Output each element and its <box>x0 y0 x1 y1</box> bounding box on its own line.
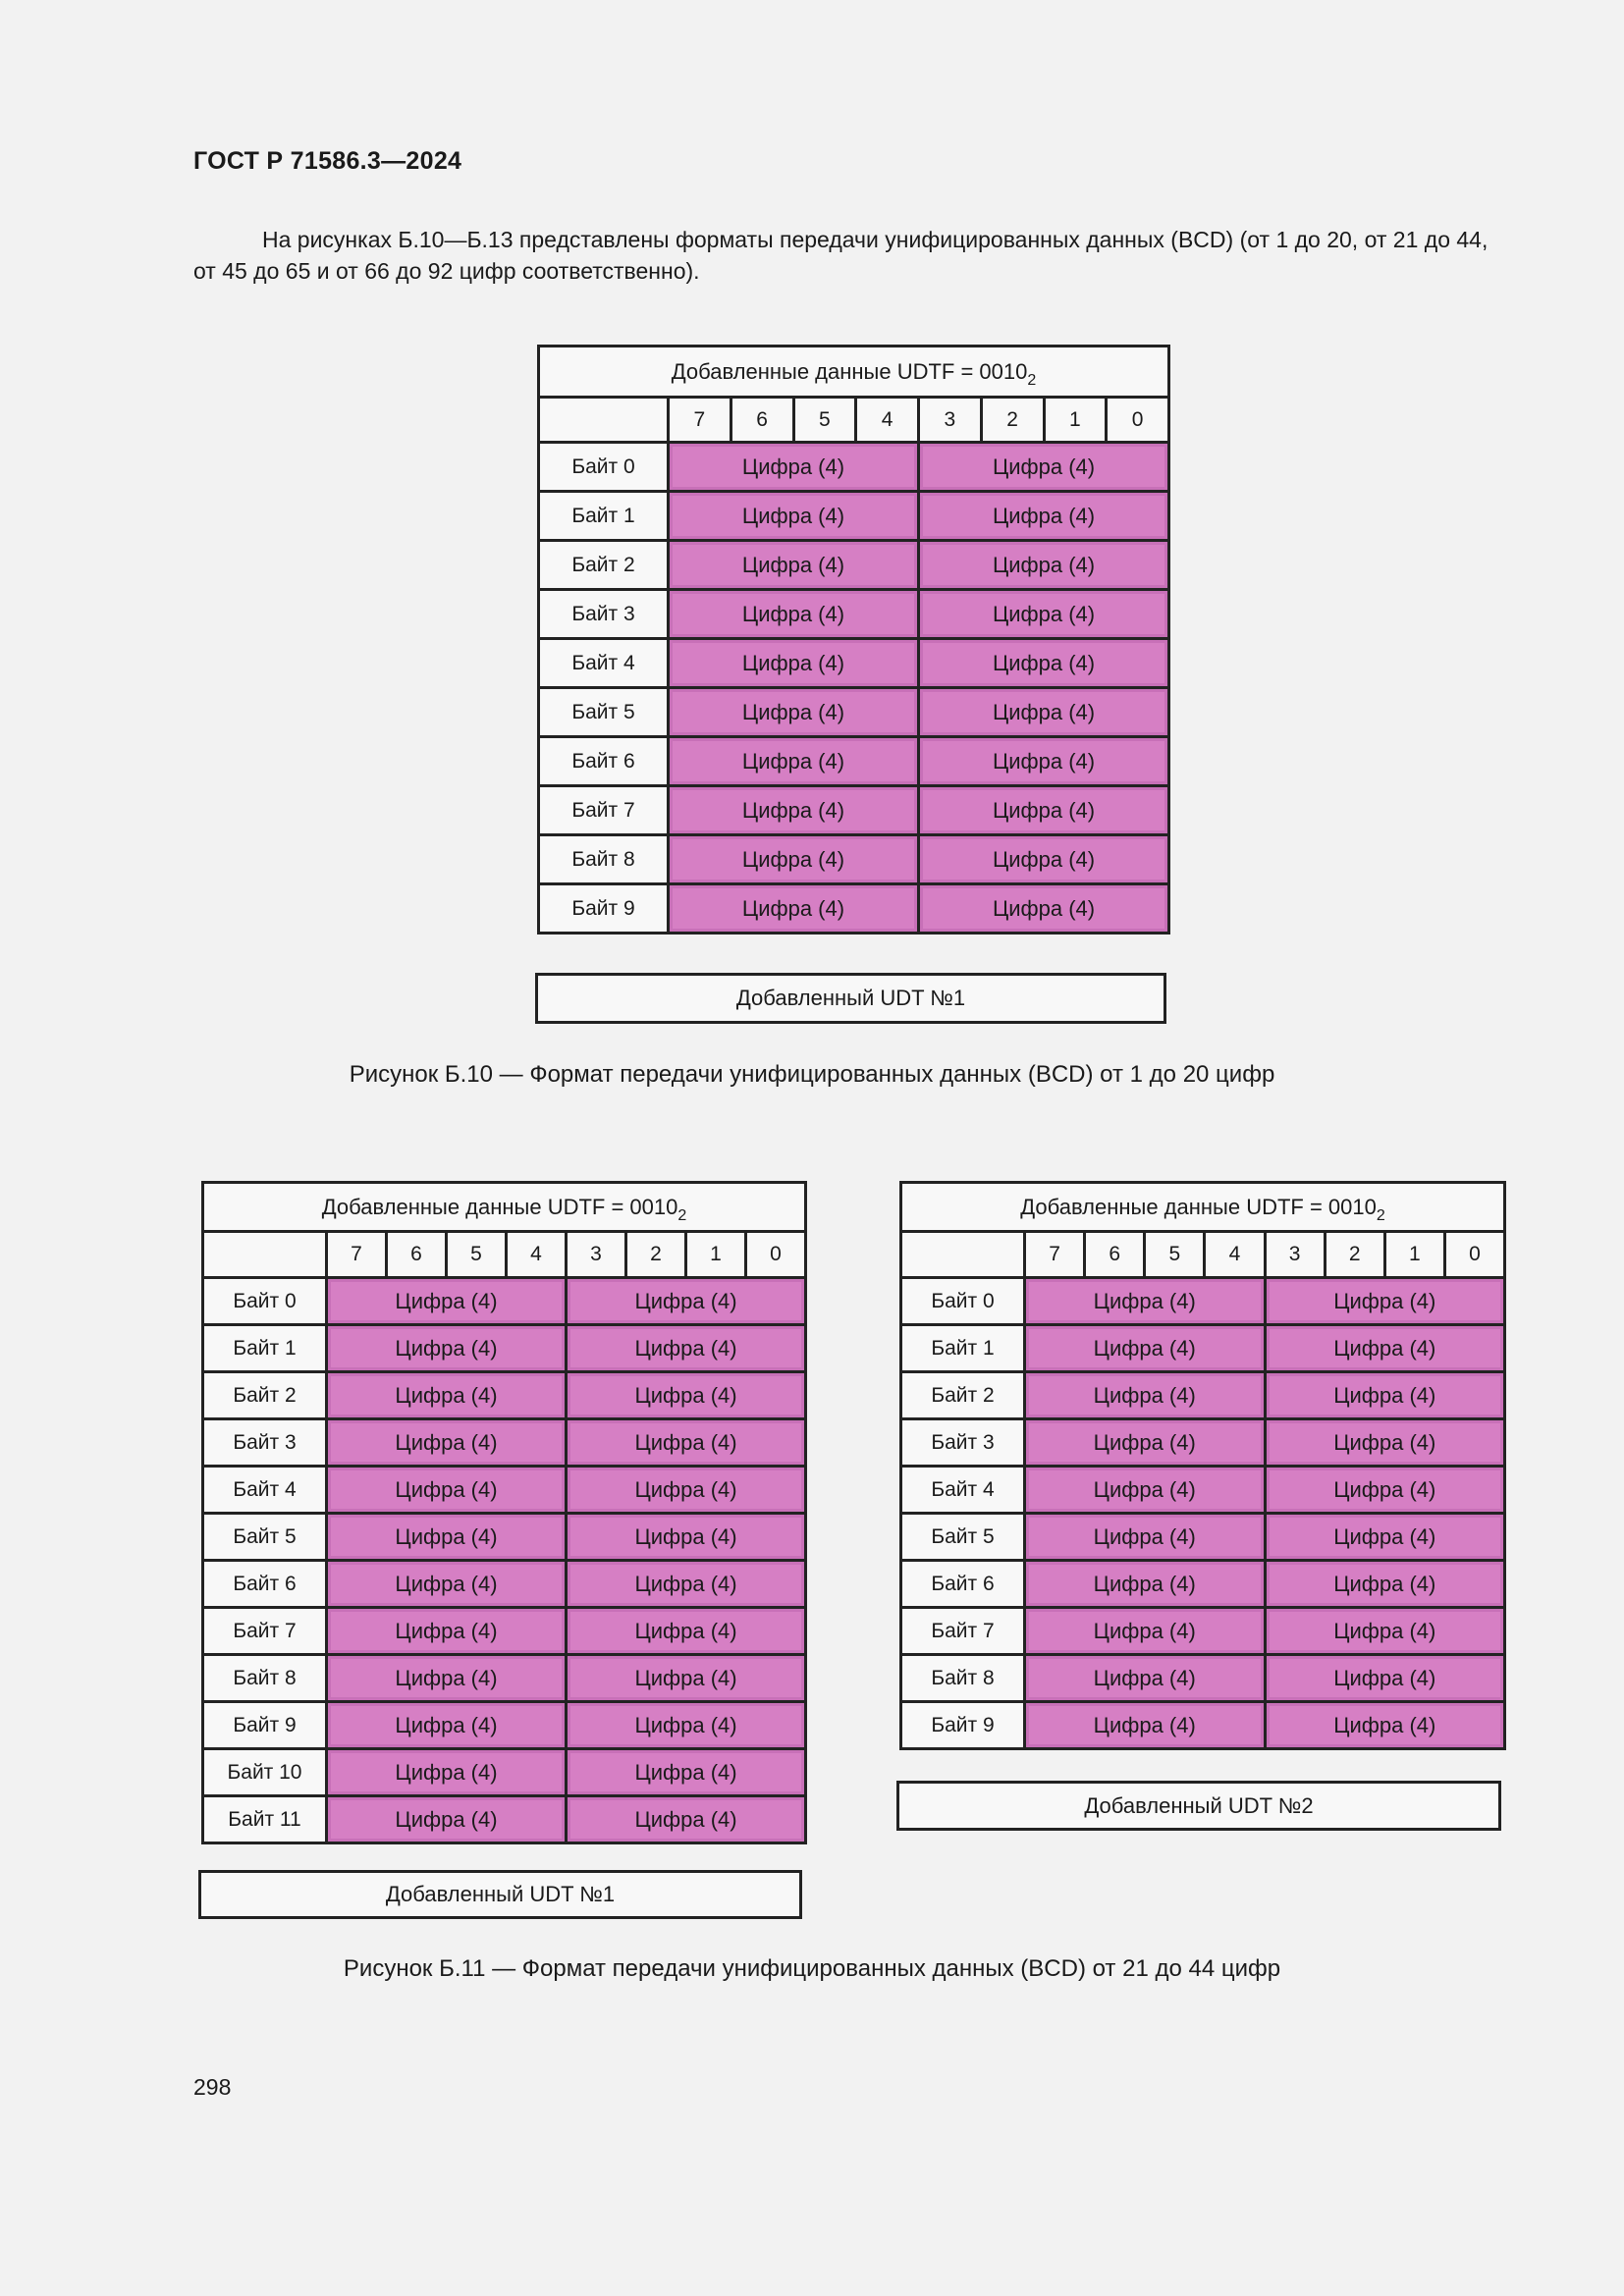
table-row <box>539 786 1169 835</box>
digit-high-nibble-cell: Цифра (4) <box>327 1796 567 1843</box>
bit-number-cell: 0 <box>1107 398 1169 443</box>
digit-low-nibble-cell: Цифра (4) <box>919 835 1169 884</box>
byte-label-cell: Байт 2 <box>901 1372 1025 1419</box>
digit-high-nibble-cell: Цифра (4) <box>327 1608 567 1655</box>
table-row <box>203 1796 806 1843</box>
byte-label-cell: Байт 5 <box>203 1514 327 1561</box>
table-row <box>203 1655 806 1702</box>
table-title-text: Добавленные данные UDTF = 0010 <box>671 358 1028 384</box>
bit-number-cell: 5 <box>1145 1232 1205 1278</box>
byte-label-cell: Байт 4 <box>203 1467 327 1514</box>
byte-label-cell: Байт 11 <box>203 1796 327 1843</box>
digit-high-nibble-cell: Цифра (4) <box>1025 1561 1266 1608</box>
digit-low-nibble-cell: Цифра (4) <box>1265 1608 1505 1655</box>
digit-high-nibble-cell: Цифра (4) <box>1025 1655 1266 1702</box>
byte-label-cell: Байт 1 <box>539 492 669 541</box>
table-row <box>539 835 1169 884</box>
digit-high-nibble-cell: Цифра (4) <box>327 1514 567 1561</box>
table-row <box>203 1608 806 1655</box>
byte-label-cell: Байт 0 <box>901 1278 1025 1325</box>
digit-high-nibble-cell: Цифра (4) <box>327 1702 567 1749</box>
digit-low-nibble-cell: Цифра (4) <box>1265 1655 1505 1702</box>
table-row <box>203 1514 806 1561</box>
digit-low-nibble-cell: Цифра (4) <box>919 786 1169 835</box>
digit-low-nibble-cell: Цифра (4) <box>919 492 1169 541</box>
table-title-subscript: 2 <box>677 1206 687 1224</box>
digit-low-nibble-cell: Цифра (4) <box>567 1702 806 1749</box>
bit-number-cell: 7 <box>669 398 731 443</box>
bit-number-cell: 4 <box>507 1232 567 1278</box>
byte-label-cell: Байт 6 <box>539 737 669 786</box>
digit-low-nibble-cell: Цифра (4) <box>1265 1514 1505 1561</box>
digit-low-nibble-cell: Цифра (4) <box>567 1655 806 1702</box>
digit-low-nibble-cell: Цифра (4) <box>567 1514 806 1561</box>
bit-number-cell: 2 <box>1325 1232 1384 1278</box>
bit-number-cell: 6 <box>731 398 793 443</box>
digit-low-nibble-cell: Цифра (4) <box>919 639 1169 688</box>
table-row <box>539 737 1169 786</box>
byte-label-cell: Байт 9 <box>901 1702 1025 1749</box>
table-title <box>203 1183 806 1232</box>
table-row <box>539 492 1169 541</box>
digit-high-nibble-cell: Цифра (4) <box>669 639 919 688</box>
byte-label-cell: Байт 8 <box>539 835 669 884</box>
byte-label-cell: Байт 7 <box>539 786 669 835</box>
digit-high-nibble-cell: Цифра (4) <box>669 786 919 835</box>
byte-label-cell: Байт 10 <box>203 1749 327 1796</box>
digit-high-nibble-cell: Цифра (4) <box>327 1278 567 1325</box>
bit-number-cell: 1 <box>1044 398 1107 443</box>
digit-high-nibble-cell: Цифра (4) <box>327 1467 567 1514</box>
byte-label-cell: Байт 4 <box>539 639 669 688</box>
table-row <box>901 1325 1505 1372</box>
table-row <box>901 1467 1505 1514</box>
bit-number-cell: 3 <box>1265 1232 1325 1278</box>
digit-high-nibble-cell: Цифра (4) <box>327 1561 567 1608</box>
byte-label-cell: Байт 2 <box>203 1372 327 1419</box>
digit-low-nibble-cell: Цифра (4) <box>919 688 1169 737</box>
bit-header-empty-cell <box>901 1232 1025 1278</box>
digit-low-nibble-cell: Цифра (4) <box>1265 1372 1505 1419</box>
figure-b10-udt-label: Добавленный UDT №1 <box>535 973 1166 1024</box>
table-row <box>203 1278 806 1325</box>
table-row <box>203 1467 806 1514</box>
bit-number-cell: 6 <box>1085 1232 1145 1278</box>
digit-low-nibble-cell: Цифра (4) <box>919 884 1169 934</box>
digit-low-nibble-cell: Цифра (4) <box>1265 1419 1505 1467</box>
byte-label-cell: Байт 7 <box>901 1608 1025 1655</box>
digit-high-nibble-cell: Цифра (4) <box>1025 1278 1266 1325</box>
byte-label-cell: Байт 8 <box>901 1655 1025 1702</box>
bit-number-cell: 7 <box>1025 1232 1085 1278</box>
digit-high-nibble-cell: Цифра (4) <box>669 737 919 786</box>
byte-label-cell: Байт 5 <box>901 1514 1025 1561</box>
figure-b11-left-table <box>201 1181 807 1844</box>
digit-high-nibble-cell: Цифра (4) <box>327 1325 567 1372</box>
figure-b10-caption: Рисунок Б.10 — Формат передачи унифицированных данных (BCD) от 1 до 20 цифр <box>349 1061 1275 1088</box>
digit-low-nibble-cell: Цифра (4) <box>567 1796 806 1843</box>
figure-b11-caption: Рисунок Б.11 — Формат передачи унифицированных данных (BCD) от 21 до 44 цифр <box>343 1955 1281 1982</box>
digit-high-nibble-cell: Цифра (4) <box>327 1749 567 1796</box>
byte-label-cell: Байт 5 <box>539 688 669 737</box>
document-id-header: ГОСТ Р 71586.3—2024 <box>193 147 462 175</box>
bit-number-cell: 4 <box>1205 1232 1265 1278</box>
byte-label-cell: Байт 2 <box>539 541 669 590</box>
digit-low-nibble-cell: Цифра (4) <box>919 443 1169 492</box>
digit-low-nibble-cell: Цифра (4) <box>1265 1467 1505 1514</box>
digit-low-nibble-cell: Цифра (4) <box>919 737 1169 786</box>
bit-number-cell: 5 <box>447 1232 507 1278</box>
digit-high-nibble-cell: Цифра (4) <box>669 688 919 737</box>
table-row <box>901 1514 1505 1561</box>
bit-number-cell: 2 <box>626 1232 686 1278</box>
digit-high-nibble-cell: Цифра (4) <box>669 492 919 541</box>
digit-high-nibble-cell: Цифра (4) <box>669 884 919 934</box>
table-row <box>539 639 1169 688</box>
table-row <box>203 1372 806 1419</box>
digit-low-nibble-cell: Цифра (4) <box>567 1278 806 1325</box>
byte-label-cell: Байт 9 <box>203 1702 327 1749</box>
digit-low-nibble-cell: Цифра (4) <box>567 1325 806 1372</box>
table-row <box>901 1655 1505 1702</box>
digit-high-nibble-cell: Цифра (4) <box>327 1655 567 1702</box>
table-row <box>901 1372 1505 1419</box>
table-title-subscript: 2 <box>1376 1206 1385 1224</box>
digit-high-nibble-cell: Цифра (4) <box>669 541 919 590</box>
table-row <box>901 1608 1505 1655</box>
bit-number-cell: 0 <box>746 1232 806 1278</box>
table-row <box>539 443 1169 492</box>
intro-paragraph: На рисунках Б.10—Б.13 представлены форматы передачи унифицированных данных (BCD) (от 1 до 20, от 21 до 44, от 45 до 65 и от 66 до 92 цифр соответственно). <box>193 227 1489 284</box>
digit-high-nibble-cell: Цифра (4) <box>327 1372 567 1419</box>
page-number: 298 <box>193 2074 232 2100</box>
bit-number-cell: 7 <box>327 1232 387 1278</box>
table-row <box>203 1749 806 1796</box>
table-row <box>539 884 1169 934</box>
byte-label-cell: Байт 8 <box>203 1655 327 1702</box>
bcd-format-table <box>537 345 1170 934</box>
digit-high-nibble-cell: Цифра (4) <box>1025 1702 1266 1749</box>
digit-high-nibble-cell: Цифра (4) <box>669 590 919 639</box>
table-row <box>901 1278 1505 1325</box>
digit-low-nibble-cell: Цифра (4) <box>1265 1325 1505 1372</box>
digit-low-nibble-cell: Цифра (4) <box>567 1608 806 1655</box>
byte-label-cell: Байт 6 <box>901 1561 1025 1608</box>
table-title-subscript: 2 <box>1027 371 1037 389</box>
digit-low-nibble-cell: Цифра (4) <box>919 590 1169 639</box>
byte-label-cell: Байт 6 <box>203 1561 327 1608</box>
bit-number-cell: 6 <box>387 1232 447 1278</box>
digit-high-nibble-cell: Цифра (4) <box>1025 1514 1266 1561</box>
table-row <box>203 1702 806 1749</box>
bit-number-cell: 3 <box>567 1232 626 1278</box>
digit-high-nibble-cell: Цифра (4) <box>1025 1419 1266 1467</box>
digit-low-nibble-cell: Цифра (4) <box>919 541 1169 590</box>
digit-high-nibble-cell: Цифра (4) <box>327 1419 567 1467</box>
byte-label-cell: Байт 1 <box>901 1325 1025 1372</box>
bit-header-empty-cell <box>203 1232 327 1278</box>
digit-low-nibble-cell: Цифра (4) <box>567 1467 806 1514</box>
digit-low-nibble-cell: Цифра (4) <box>567 1749 806 1796</box>
byte-label-cell: Байт 0 <box>539 443 669 492</box>
byte-label-cell: Байт 0 <box>203 1278 327 1325</box>
byte-label-cell: Байт 4 <box>901 1467 1025 1514</box>
figure-b11-left-udt-label: Добавленный UDT №1 <box>198 1870 802 1919</box>
table-row <box>203 1419 806 1467</box>
table-title-text: Добавленные данные UDTF = 0010 <box>321 1194 678 1219</box>
bit-number-cell: 2 <box>981 398 1044 443</box>
digit-low-nibble-cell: Цифра (4) <box>1265 1278 1505 1325</box>
table-title <box>901 1183 1505 1232</box>
byte-label-cell: Байт 9 <box>539 884 669 934</box>
digit-high-nibble-cell: Цифра (4) <box>669 443 919 492</box>
bit-number-cell: 5 <box>793 398 856 443</box>
table-row <box>901 1702 1505 1749</box>
table-title <box>539 347 1169 398</box>
bcd-format-table <box>899 1181 1506 1750</box>
digit-high-nibble-cell: Цифра (4) <box>1025 1467 1266 1514</box>
byte-label-cell: Байт 1 <box>203 1325 327 1372</box>
digit-high-nibble-cell: Цифра (4) <box>1025 1325 1266 1372</box>
bit-number-cell: 3 <box>919 398 982 443</box>
digit-low-nibble-cell: Цифра (4) <box>1265 1702 1505 1749</box>
byte-label-cell: Байт 3 <box>901 1419 1025 1467</box>
digit-high-nibble-cell: Цифра (4) <box>669 835 919 884</box>
digit-high-nibble-cell: Цифра (4) <box>1025 1372 1266 1419</box>
table-row <box>539 541 1169 590</box>
table-row <box>901 1419 1505 1467</box>
bit-header-empty-cell <box>539 398 669 443</box>
digit-low-nibble-cell: Цифра (4) <box>567 1561 806 1608</box>
byte-label-cell: Байт 3 <box>203 1419 327 1467</box>
table-row <box>203 1325 806 1372</box>
digit-high-nibble-cell: Цифра (4) <box>1025 1608 1266 1655</box>
digit-low-nibble-cell: Цифра (4) <box>567 1419 806 1467</box>
figure-b11-right-udt-label: Добавленный UDT №2 <box>896 1781 1501 1831</box>
figure-b10-table <box>537 345 1170 934</box>
bit-number-cell: 1 <box>1384 1232 1444 1278</box>
digit-low-nibble-cell: Цифра (4) <box>567 1372 806 1419</box>
table-row <box>901 1561 1505 1608</box>
bit-number-cell: 1 <box>686 1232 746 1278</box>
byte-label-cell: Байт 3 <box>539 590 669 639</box>
bit-number-cell: 4 <box>856 398 919 443</box>
table-row <box>539 590 1169 639</box>
bit-number-cell: 0 <box>1444 1232 1504 1278</box>
table-row <box>539 688 1169 737</box>
bcd-format-table <box>201 1181 807 1844</box>
table-row <box>203 1561 806 1608</box>
byte-label-cell: Байт 7 <box>203 1608 327 1655</box>
digit-low-nibble-cell: Цифра (4) <box>1265 1561 1505 1608</box>
figure-b11-right-table <box>899 1181 1506 1750</box>
table-title-text: Добавленные данные UDTF = 0010 <box>1020 1194 1377 1219</box>
